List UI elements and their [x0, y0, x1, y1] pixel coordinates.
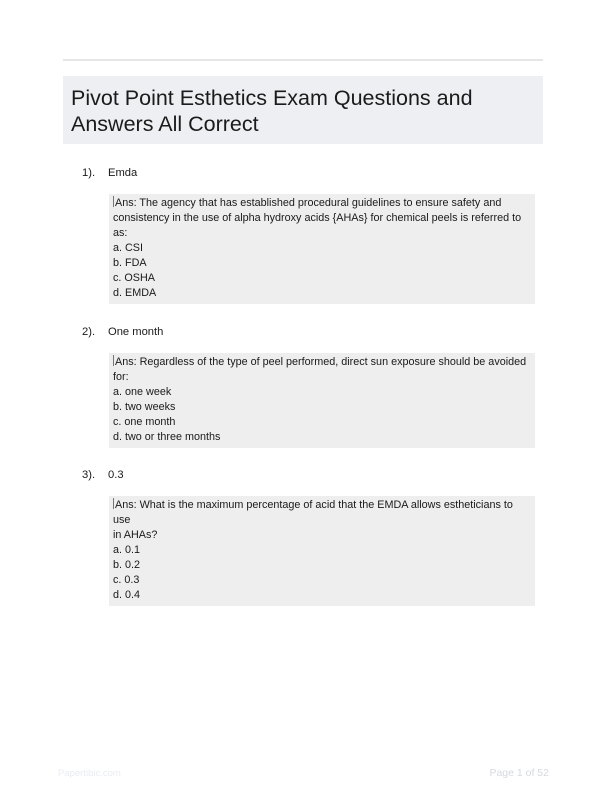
answer-line: consistency in the use of alpha hydroxy acids {AHAs} for chemical peels is referred to	[113, 212, 522, 224]
page-title-line-1: Pivot Point Esthetics Exam Questions and	[71, 86, 473, 110]
title-band	[63, 76, 543, 144]
option-c: c. 0.3	[113, 574, 140, 586]
question-header	[82, 166, 535, 181]
question-answer: One month	[108, 326, 164, 338]
answer-line: Ans: Regardless of the type of peel performed, direct sun exposure should be avoided	[115, 356, 527, 368]
answer-box	[109, 194, 535, 304]
option-c: c. OSHA	[113, 272, 155, 284]
answer-line: Ans: What is the maximum percentage of acid that the EMDA allows estheticians to use	[113, 499, 513, 526]
question-3	[82, 468, 535, 606]
footer-watermark: Papertibic.com	[58, 768, 121, 779]
answer-line: for:	[113, 371, 129, 383]
question-2	[82, 325, 535, 448]
page-number: Page 1 of 52	[489, 767, 549, 779]
answer-line: in AHAs?	[113, 529, 158, 541]
option-d: d. 0.4	[113, 589, 141, 601]
option-d: d. two or three months	[113, 431, 221, 443]
option-b: b. FDA	[113, 257, 147, 269]
question-number: 3).	[82, 469, 96, 481]
question-answer: 0.3	[108, 469, 124, 481]
question-header	[82, 325, 535, 340]
answer-line: Ans: The agency that has established procedural guidelines to ensure safety and	[115, 197, 502, 209]
option-b: b. 0.2	[113, 559, 141, 571]
question-answer: Emda	[108, 167, 138, 179]
answer-box	[109, 353, 535, 448]
option-a: a. CSI	[113, 242, 144, 254]
option-a: a. one week	[113, 386, 172, 398]
question-header	[82, 468, 535, 483]
page-title-line-2: Answers All Correct	[71, 112, 259, 136]
option-a: a. 0.1	[113, 544, 141, 556]
option-c: c. one month	[113, 416, 176, 428]
question-number: 2).	[82, 326, 96, 338]
question-1	[82, 166, 535, 304]
answer-box	[109, 496, 535, 606]
option-d: d. EMDA	[113, 287, 157, 299]
text-cursor-marker	[113, 498, 114, 509]
page-title	[71, 85, 535, 137]
answer-line: as:	[113, 227, 128, 239]
top-divider	[63, 59, 543, 61]
text-cursor-marker	[113, 196, 114, 207]
option-b: b. two weeks	[113, 401, 176, 413]
text-cursor-marker	[113, 355, 114, 366]
question-number: 1).	[82, 167, 96, 179]
